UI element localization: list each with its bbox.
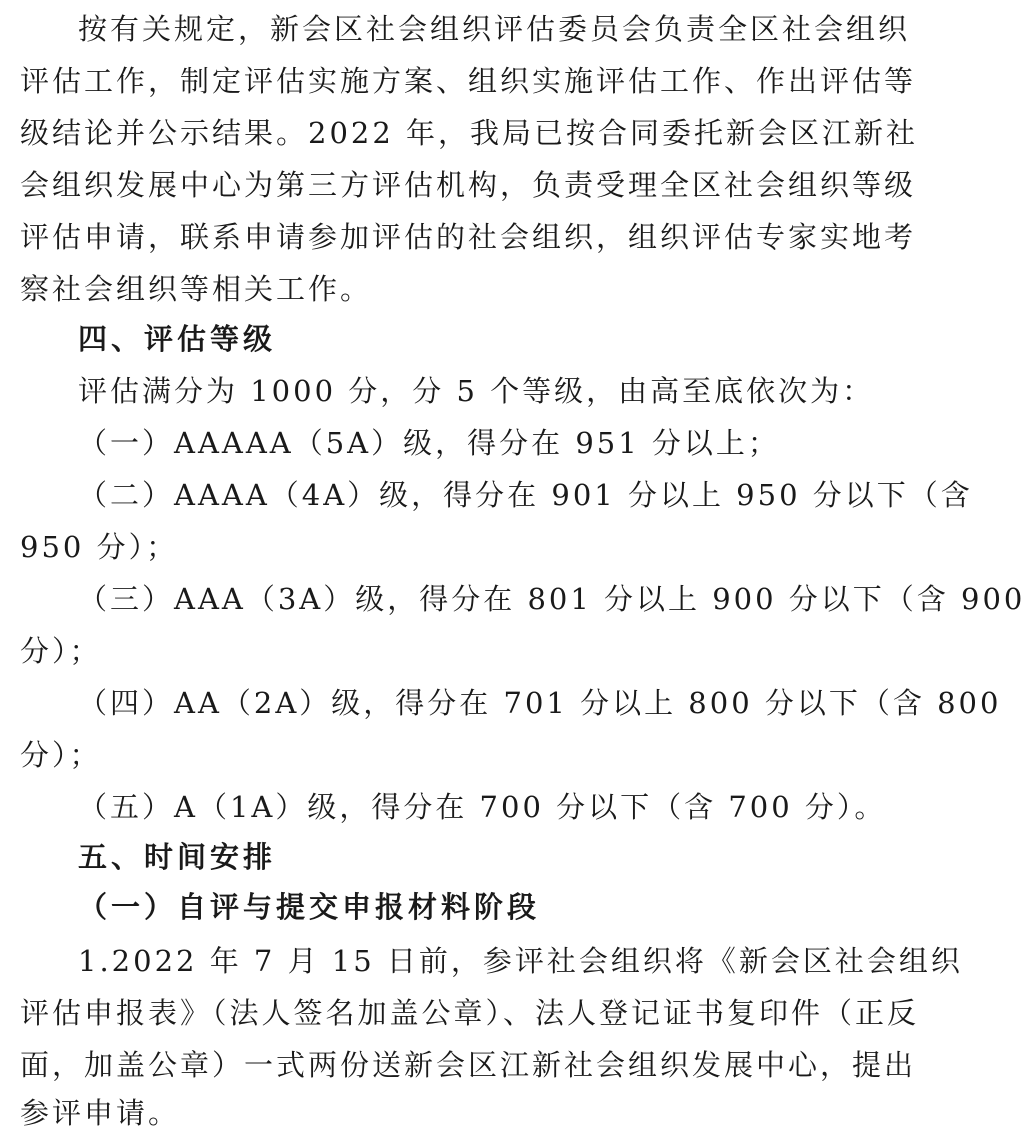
paragraph-line: 察社会组织等相关工作。: [20, 272, 373, 306]
paragraph-line: 评估申报表》（法人签名加盖公章）、法人登记证书复印件（正反: [20, 996, 920, 1030]
section-heading-grades: 四、评估等级: [78, 322, 277, 356]
paragraph-line: 级结论并公示结果。2022 年，我局已按合同委托新会区江新社: [20, 116, 919, 150]
grade-item-2a-cont: 分）；: [20, 738, 102, 772]
paragraph-line: 参评申请。: [20, 1096, 181, 1130]
section-heading-schedule: 五、时间安排: [78, 840, 277, 874]
grade-item-3a: （三）AAA（3A）级，得分在 801 分以上 900 分以下（含 900: [78, 582, 1025, 616]
grade-item-1a: （五）A（1A）级，得分在 700 分以下（含 700 分）。: [78, 790, 887, 824]
subsection-heading-self-assessment: （一）自评与提交申报材料阶段: [78, 890, 541, 924]
grade-item-3a-cont: 分）；: [20, 634, 102, 668]
grade-item-5a: （一）AAAAA（5A）级，得分在 951 分以上；: [78, 426, 780, 460]
grade-item-4a: （二）AAAA（4A）级，得分在 901 分以上 950 分以下（含: [78, 478, 973, 512]
paragraph-line: 1.2022 年 7 月 15 日前，参评社会组织将《新会区社会组织: [78, 944, 963, 978]
paragraph-line: 面，加盖公章）一式两份送新会区江新社会组织发展中心，提出: [20, 1048, 917, 1082]
paragraph-line: 会组织发展中心为第三方评估机构，负责受理全区社会组织等级: [20, 168, 917, 202]
paragraph-line: 按有关规定，新会区社会组织评估委员会负责全区社会组织: [78, 12, 911, 46]
paragraph-line: 评估工作，制定评估实施方案、组织实施评估工作、作出评估等: [20, 64, 917, 98]
grades-intro: 评估满分为 1000 分，分 5 个等级，由高至底依次为：: [78, 374, 875, 408]
grade-item-4a-cont: 950 分）；: [20, 530, 179, 564]
paragraph-line: 评估申请，联系申请参加评估的社会组织，组织评估专家实地考: [20, 220, 917, 254]
grade-item-2a: （四）AA（2A）级，得分在 701 分以上 800 分以下（含 800: [78, 686, 1002, 720]
